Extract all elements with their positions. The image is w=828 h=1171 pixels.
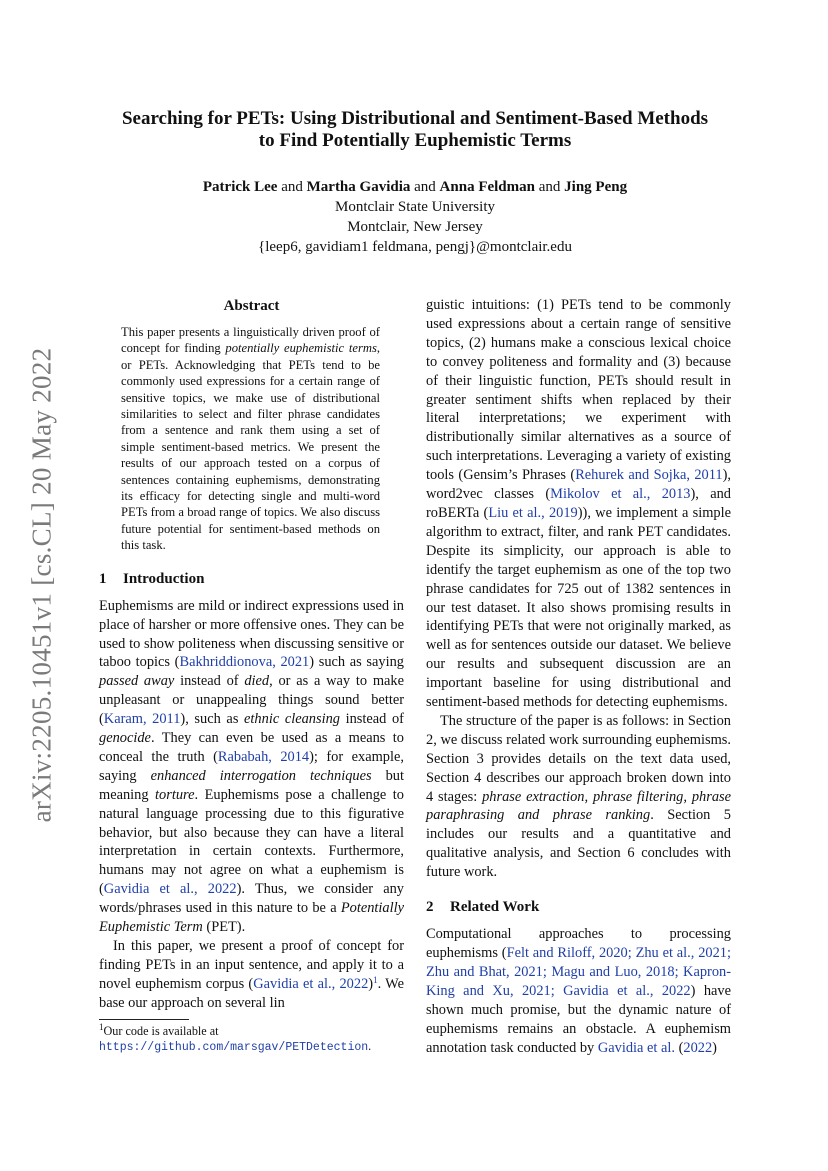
italic-term: Potentially Euphemistic Term <box>99 900 404 936</box>
text-run: ), such as <box>180 711 245 728</box>
abstract-text <box>99 324 404 554</box>
author-and-3: and <box>538 179 561 195</box>
related-paragraph-1 <box>426 925 731 1057</box>
italic-term: phrase extraction, phrase filtering, phrase paraphrasing and phrase ranking <box>426 788 732 824</box>
text-run: . Euphemisms pose a challenge to natural language processing due to this figurative behavior, but also because they can have a literal interpretation in certain contexts. Furthermore, humans may not agree on what a euphemism is ( <box>99 786 404 898</box>
citation-link[interactable]: Felt and Riloff, 2020; Zhu et al., 2021; Zhu and Bhat, 2021; Magu and Luo, 2018; Kapron-King and Xu, 2021; Gavidia et al., 2022 <box>426 945 731 999</box>
location: Montclair, New Jersey <box>347 219 483 235</box>
author-2: Martha Gavidia <box>306 179 411 195</box>
citation-link[interactable]: Rehurek and Sojka, 2011 <box>575 467 723 484</box>
section-number: 2 <box>426 899 434 916</box>
italic-term: died <box>244 673 270 690</box>
author-names <box>60 177 770 197</box>
text-run: . Section 5 includes our results and a quantitative and qualitative analysis, and Section 6 concludes with future work. <box>426 807 732 881</box>
citation-link[interactable]: Karam, 2011 <box>103 711 181 728</box>
section-heading-introduction <box>99 569 404 589</box>
text-run: instead of <box>339 711 404 728</box>
text-run: ); for example, saying <box>99 748 404 784</box>
text-run: Computational approaches to processing euphemisms ( <box>426 926 731 961</box>
text-run: Euphemisms are mild or indirect expressions used in place of harsher or more offensive ones. They can be used to show politeness when discussing sensitive or taboo topics ( <box>99 597 404 671</box>
intro-paragraph-1 <box>99 597 404 937</box>
abstract-heading: Abstract <box>223 298 280 314</box>
section-title: Related Work <box>450 899 540 916</box>
footnote-rule <box>99 1019 189 1020</box>
footnote <box>99 1021 404 1055</box>
citation-link[interactable]: Gavidia et al. <box>597 1039 675 1056</box>
text-run: , or as a way to make unpleasant or unappealing things sound better ( <box>99 673 404 728</box>
title-line-2: to Find Potentially Euphemistic Terms <box>258 130 572 151</box>
text-run: but meaning <box>99 767 404 803</box>
affiliation: Montclair State University <box>335 199 495 215</box>
citation-link[interactable]: Liu et al., 2019 <box>488 504 578 521</box>
text-run: The structure of the paper is as follows: in Section 2, we discuss related work surrounding euphemisms. Section 3 provides details on the text data used, Section 4 describes our approach broken down into 4 stages: <box>426 712 731 805</box>
intro-paragraph-2 <box>99 937 404 1013</box>
text-run: ) <box>368 975 374 992</box>
author-and-2: and <box>414 179 436 195</box>
footnote-text-end: . <box>368 1038 372 1053</box>
arxiv-identifier: arXiv:2205.10451v1 [cs.CL] 20 May 2022 <box>26 347 57 823</box>
author-emails: {leep6, gavidiam1 feldmana, pengj}@montclair.edu <box>258 239 572 255</box>
text-run: ). Thus, we consider any words/phrases used in this nature to be a <box>99 881 404 917</box>
intro-paragraph-3 <box>426 712 731 882</box>
text-run: . They can even be used as a means to conceal the truth ( <box>99 730 404 765</box>
intro-paragraph-2-continued <box>426 296 731 712</box>
author-3: Anna Feldman <box>439 179 535 195</box>
left-column <box>99 296 404 1055</box>
text-run: )), we implement a simple algorithm to extract, filter, and rank PET candidates. Despite its simplicity, our approach is able to identify the target euphemism as one of the top two phrase candidates for 725 out of 1382 sentences in our test dataset. It also shows promising results in identifying PETs that were not originally marked, as well as for sentences outside our dataset. We believe our results and subsequent discussion are an important baseline for using distributional and sentiment-based methods for detecting euphemisms. <box>426 504 731 711</box>
text-run: instead of <box>174 673 245 690</box>
text-run: ) <box>712 1039 717 1056</box>
text-run: ), and roBERTa ( <box>426 486 731 521</box>
citation-link[interactable]: Rababah, 2014 <box>217 748 310 765</box>
citation-link[interactable]: Mikolov et al., 2013 <box>550 486 691 503</box>
italic-term: torture <box>155 786 195 803</box>
italic-term: enhanced interrogation techniques <box>150 767 372 784</box>
text-run: guistic intuitions: (1) PETs tend to be commonly used expressions about a certain range of sensitive topics, (2) humans make a conscious lexical choice to convey politeness and formality and (3) because of their linguistic function, PETs should result in greater sentiment shifts when replaced by their literal interpretations; we experiment with distributionally similar alternatives as a source of such interpretations. Leveraging a variety of existing tools (Gensim’s Phrases ( <box>426 297 731 484</box>
paper-title <box>60 108 770 152</box>
citation-link[interactable]: Gavidia et al., 2022 <box>253 975 369 992</box>
section-number: 1 <box>99 570 107 587</box>
text-run: ) such as saying <box>309 654 404 671</box>
footnote-marker[interactable]: 1 <box>373 974 378 985</box>
text-run: . We base our approach on several lin <box>99 975 404 1011</box>
text-run: ), word2vec classes ( <box>426 467 732 503</box>
section-title: Introduction <box>123 570 205 587</box>
citation-link[interactable]: Bakhriddionova, 2021 <box>179 654 310 671</box>
footnote-number: 1 <box>99 1021 104 1032</box>
footnote-text: Our code is available at <box>103 1023 219 1038</box>
author-and-1: and <box>281 179 303 195</box>
right-column <box>426 296 731 1057</box>
author-4: Jing Peng <box>564 179 628 195</box>
title-line-1: Searching for PETs: Using Distributional and Sentiment-Based Methods <box>121 108 709 129</box>
text-run: (PET). <box>202 919 246 936</box>
section-heading-related-work <box>426 897 731 917</box>
text-run: ( <box>674 1039 684 1056</box>
citation-link[interactable]: Gavidia et al., 2022 <box>103 881 237 898</box>
text-run: ) have shown much promise, but the dynamic nature of euphemisms remains an obstacle. A euphemism annotation task conducted by <box>426 982 731 1056</box>
abstract-part: , or PETs. Acknowledging that PETs tend to be commonly used expressions for a certain range of sensitive topics, we make use of distributional similarities to select and filter phrase candidates from a sentence and rank them using a set of simple sentiment-based metrics. We present the results of our approach tested on a corpus of sentences containing euphemisms, demonstrating its efficacy for detecting single and multi-word PETs from a broad range of topics. We also discuss future potential for sentiment-based methods on this task. <box>121 341 381 553</box>
text-run: In this paper, we present a proof of concept for finding PETs in an input sentence, and apply it to a novel euphemism corpus ( <box>99 938 404 992</box>
abstract-italic: potentially euphemistic terms <box>225 341 377 356</box>
author-1: Patrick Lee <box>202 179 278 195</box>
italic-term: genocide <box>99 730 151 747</box>
author-block <box>60 177 770 257</box>
italic-term: passed away <box>99 673 175 690</box>
citation-link[interactable]: 2022 <box>683 1039 713 1056</box>
footnote-url-link[interactable]: https://github.com/marsgav/PETDetection <box>99 1040 369 1054</box>
italic-term: ethnic cleansing <box>244 711 340 728</box>
abstract-part: This paper presents a linguistically driven proof of concept for finding <box>121 325 380 356</box>
